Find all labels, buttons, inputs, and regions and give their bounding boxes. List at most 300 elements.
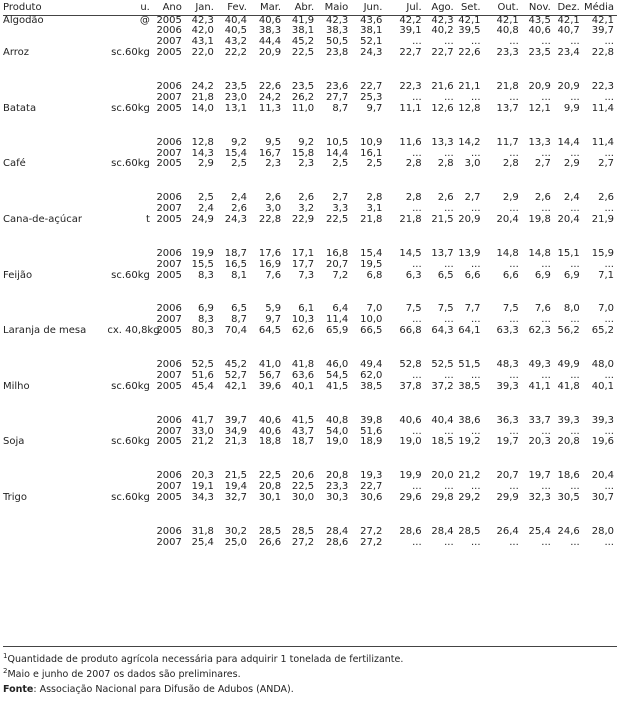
value-cell: 2,6 xyxy=(265,192,282,204)
value-cell: 24,9 xyxy=(191,214,214,226)
value-cell: 70,4 xyxy=(224,325,247,337)
unit-cell xyxy=(107,26,152,37)
value-cell: 41,8 xyxy=(557,380,580,392)
unit-cell xyxy=(107,527,152,538)
value-cell: ... xyxy=(541,369,551,381)
year-cell: 2006 xyxy=(156,136,182,148)
year-cell: 2007 xyxy=(156,536,182,548)
source-label: Fonte xyxy=(3,684,34,695)
value-cell: ... xyxy=(412,91,422,103)
value-cell: 22,5 xyxy=(258,470,282,482)
value-cell: 2,9 xyxy=(563,158,580,170)
value-cell: 20,3 xyxy=(191,470,214,482)
value-cell: 14,3 xyxy=(191,147,214,159)
value-cell: 23,6 xyxy=(326,81,349,93)
value-cell: 27,2 xyxy=(360,536,383,548)
value-cell: 39,1 xyxy=(399,25,422,37)
value-cell: 40,4 xyxy=(224,14,247,26)
unit-cell xyxy=(107,538,152,549)
value-cell: 19,1 xyxy=(191,481,214,493)
value-cell: 14,0 xyxy=(191,102,214,114)
value-cell: ... xyxy=(444,314,454,326)
value-cell: 12,8 xyxy=(458,102,481,114)
year-cell: 2006 xyxy=(156,192,182,204)
value-cell: 30,7 xyxy=(591,492,614,504)
value-cell: 28,5 xyxy=(258,525,282,537)
value-cell: 23,3 xyxy=(326,481,349,493)
value-cell: 28,6 xyxy=(326,536,349,548)
value-cell: ... xyxy=(444,258,454,270)
value-cell: 11,1 xyxy=(399,102,422,114)
unit-cell: sc.60kg xyxy=(111,436,150,448)
product-name xyxy=(3,26,107,37)
header-cell: Maio xyxy=(317,1,351,15)
year-cell: 2005 xyxy=(156,492,182,504)
value-cell: ... xyxy=(471,481,481,493)
value-cell: 28,5 xyxy=(458,525,481,537)
header-row xyxy=(3,1,617,15)
value-cell: 40,5 xyxy=(224,25,247,37)
value-cell: 9,7 xyxy=(265,314,282,326)
value-cell: 7,1 xyxy=(598,269,614,281)
value-cell: 2,5 xyxy=(198,192,214,204)
header-cell: Produto xyxy=(3,1,107,15)
value-cell: 2,5 xyxy=(366,158,383,170)
value-cell: 20,0 xyxy=(431,470,454,482)
value-cell: 5,9 xyxy=(265,303,282,315)
value-cell: 46,0 xyxy=(326,359,349,371)
value-cell: 21,6 xyxy=(431,81,454,93)
value-cell: 21,8 xyxy=(191,91,214,103)
value-cell: 22,6 xyxy=(258,81,282,93)
unit-cell xyxy=(107,193,152,204)
value-cell: 13,7 xyxy=(431,247,454,259)
value-cell: 18,7 xyxy=(291,436,315,448)
product-name xyxy=(3,82,107,93)
value-cell: 19,9 xyxy=(399,470,422,482)
value-cell: 22,5 xyxy=(291,47,315,59)
value-cell: 11,0 xyxy=(291,102,315,114)
value-cell: 2,5 xyxy=(231,158,247,170)
value-cell: 2,9 xyxy=(502,192,519,204)
header-cell: Jun. xyxy=(351,1,385,15)
value-cell: 20,7 xyxy=(326,258,349,270)
value-cell: 22,6 xyxy=(458,47,481,59)
footnote-1-text: Quantidade de produto agrícola necessária para adquirir 1 tonelada de fertilizante. xyxy=(7,654,404,665)
value-cell: ... xyxy=(412,36,422,48)
value-cell: 2,6 xyxy=(298,192,315,204)
value-cell: 7,5 xyxy=(437,303,454,315)
value-cell: 38,1 xyxy=(360,25,383,37)
year-cell: 2007 xyxy=(156,258,182,270)
value-cell: 14,4 xyxy=(557,136,580,148)
value-cell: ... xyxy=(509,369,519,381)
year-cell: 2007 xyxy=(156,203,182,215)
value-cell: 30,6 xyxy=(360,492,383,504)
value-cell: 29,8 xyxy=(431,492,454,504)
value-cell: ... xyxy=(509,91,519,103)
value-cell: 38,5 xyxy=(360,380,383,392)
value-cell: ... xyxy=(541,536,551,548)
unit-cell: sc.60kg xyxy=(111,380,150,392)
value-cell: 2,8 xyxy=(405,192,422,204)
footnote-2-marker: 2 xyxy=(3,666,8,675)
value-cell: ... xyxy=(570,425,580,437)
value-cell: 41,0 xyxy=(258,359,282,371)
value-cell: 19,6 xyxy=(591,436,614,448)
footnote-1 xyxy=(3,652,617,667)
value-cell: 40,7 xyxy=(557,25,580,37)
value-cell: ... xyxy=(471,258,481,270)
value-cell: 2,6 xyxy=(598,192,614,204)
value-cell: 40,6 xyxy=(528,25,551,37)
value-cell: ... xyxy=(570,36,580,48)
table-row xyxy=(3,159,617,193)
source-note xyxy=(3,682,617,697)
year-cell: 2005 xyxy=(156,102,182,114)
value-cell: 19,0 xyxy=(399,436,422,448)
value-cell: 42,3 xyxy=(191,14,214,26)
value-cell: 39,3 xyxy=(557,414,580,426)
value-cell: ... xyxy=(541,258,551,270)
value-cell: 2,7 xyxy=(332,192,349,204)
value-cell: 51,6 xyxy=(360,425,383,437)
value-cell: 39,7 xyxy=(224,414,247,426)
value-cell: 12,8 xyxy=(191,136,214,148)
table-row xyxy=(3,104,617,138)
year-cell: 2005 xyxy=(156,14,182,26)
value-cell: 6,6 xyxy=(502,269,519,281)
value-cell: 41,8 xyxy=(291,359,315,371)
value-cell: 36,3 xyxy=(496,414,519,426)
value-cell: ... xyxy=(541,314,551,326)
value-cell: 16,9 xyxy=(258,258,282,270)
value-cell: ... xyxy=(541,91,551,103)
value-cell: 38,3 xyxy=(326,25,349,37)
value-cell: ... xyxy=(604,481,614,493)
value-cell: 24,2 xyxy=(258,91,282,103)
table-body xyxy=(3,15,617,549)
value-cell: 9,9 xyxy=(563,102,580,114)
value-cell: 6,8 xyxy=(366,269,383,281)
value-cell: 65,9 xyxy=(326,325,349,337)
value-cell: 2,7 xyxy=(534,158,551,170)
value-cell: 37,8 xyxy=(399,380,422,392)
value-cell: 9,2 xyxy=(231,136,247,148)
value-cell: ... xyxy=(444,481,454,493)
value-cell: 22,2 xyxy=(224,47,247,59)
year-cell: 2005 xyxy=(156,380,182,392)
product-name: Trigo xyxy=(3,492,27,504)
value-cell: ... xyxy=(412,369,422,381)
value-cell: 20,9 xyxy=(557,81,580,93)
value-cell: ... xyxy=(412,203,422,215)
value-cell: 56,7 xyxy=(258,369,282,381)
value-cell: 11,3 xyxy=(258,102,282,114)
value-cell: 45,2 xyxy=(291,36,315,48)
value-cell: 22,0 xyxy=(191,47,214,59)
header-cell: Mar. xyxy=(250,1,284,15)
value-cell: 6,4 xyxy=(332,303,349,315)
year-cell: 2005 xyxy=(156,269,182,281)
value-cell: 24,6 xyxy=(557,525,580,537)
value-cell: 31,8 xyxy=(191,525,214,537)
value-cell: 18,5 xyxy=(431,436,454,448)
unit-cell: sc.60kg xyxy=(111,492,150,504)
value-cell: 13,1 xyxy=(224,102,247,114)
value-cell: 63,3 xyxy=(496,325,519,337)
table-bottom-rule xyxy=(3,646,617,647)
footnotes xyxy=(3,652,617,697)
value-cell: 8,7 xyxy=(231,314,247,326)
value-cell: 62,0 xyxy=(360,369,383,381)
value-cell: 19,3 xyxy=(360,470,383,482)
product-name xyxy=(3,138,107,149)
unit-cell: @ xyxy=(139,14,150,26)
value-cell: ... xyxy=(604,258,614,270)
value-cell: 2,6 xyxy=(437,192,454,204)
year-cell: 2007 xyxy=(156,314,182,326)
unit-cell xyxy=(107,249,152,260)
unit-cell xyxy=(107,304,152,315)
value-cell: 14,4 xyxy=(326,147,349,159)
value-cell: 20,4 xyxy=(557,214,580,226)
header-cell: Out. xyxy=(484,1,522,15)
table-row xyxy=(3,382,617,416)
value-cell: 13,3 xyxy=(528,136,551,148)
value-cell: 9,7 xyxy=(366,102,383,114)
product-name: Milho xyxy=(3,380,30,392)
value-cell: 27,7 xyxy=(326,91,349,103)
value-cell: 15,9 xyxy=(591,247,614,259)
header-cell: Dez. xyxy=(554,1,583,15)
value-cell: 62,6 xyxy=(291,325,315,337)
value-cell: 25,4 xyxy=(528,525,551,537)
value-cell: 19,4 xyxy=(224,481,247,493)
value-cell: ... xyxy=(509,147,519,159)
value-cell: ... xyxy=(412,425,422,437)
value-cell: 17,1 xyxy=(291,247,315,259)
value-cell: 45,2 xyxy=(224,359,247,371)
value-cell: ... xyxy=(412,536,422,548)
value-cell: 21,9 xyxy=(591,214,614,226)
value-cell: 42,2 xyxy=(399,14,422,26)
unit-cell: t xyxy=(145,214,150,226)
value-cell: 66,5 xyxy=(360,325,383,337)
value-cell: 6,3 xyxy=(405,269,422,281)
value-cell: 21,8 xyxy=(399,214,422,226)
value-cell: 27,2 xyxy=(291,536,315,548)
value-cell: 41,5 xyxy=(291,414,315,426)
header-cell: Jan. xyxy=(185,1,217,15)
value-cell: 22,3 xyxy=(399,81,422,93)
value-cell: 8,3 xyxy=(198,269,214,281)
table-row xyxy=(3,48,617,82)
value-cell: 22,9 xyxy=(291,214,315,226)
price-ratio-table xyxy=(3,1,617,549)
value-cell: 17,7 xyxy=(291,258,315,270)
value-cell: ... xyxy=(471,36,481,48)
value-cell: ... xyxy=(444,536,454,548)
value-cell: 22,5 xyxy=(326,214,349,226)
value-cell: 19,5 xyxy=(360,258,383,270)
table-row xyxy=(3,437,617,471)
value-cell: 22,7 xyxy=(431,47,454,59)
table-row xyxy=(3,215,617,249)
value-cell: 52,5 xyxy=(431,359,454,371)
value-cell: 32,7 xyxy=(224,492,247,504)
value-cell: 52,1 xyxy=(360,36,383,48)
value-cell: ... xyxy=(412,314,422,326)
value-cell: 21,8 xyxy=(360,214,383,226)
value-cell: ... xyxy=(570,481,580,493)
value-cell: 62,3 xyxy=(528,325,551,337)
value-cell: 6,9 xyxy=(563,269,580,281)
value-cell: ... xyxy=(570,258,580,270)
year-cell: 2007 xyxy=(156,36,182,48)
year-cell: 2007 xyxy=(156,91,182,103)
value-cell: 3,2 xyxy=(298,203,315,215)
table-header xyxy=(3,1,617,15)
value-cell: 21,8 xyxy=(496,81,519,93)
table-row xyxy=(3,538,617,549)
value-cell: 54,0 xyxy=(326,425,349,437)
value-cell: ... xyxy=(604,369,614,381)
value-cell: 39,6 xyxy=(258,380,282,392)
value-cell: 49,9 xyxy=(557,359,580,371)
value-cell: ... xyxy=(541,481,551,493)
year-cell: 2005 xyxy=(156,214,182,226)
value-cell: 39,3 xyxy=(591,414,614,426)
value-cell: 15,4 xyxy=(224,147,247,159)
year-cell: 2006 xyxy=(156,303,182,315)
value-cell: 22,7 xyxy=(399,47,422,59)
unit-cell xyxy=(107,360,152,371)
value-cell: 16,8 xyxy=(326,247,349,259)
value-cell: 3,0 xyxy=(464,158,481,170)
value-cell: 16,5 xyxy=(224,258,247,270)
value-cell: 42,1 xyxy=(557,14,580,26)
value-cell: 20,8 xyxy=(557,436,580,448)
value-cell: 34,9 xyxy=(224,425,247,437)
value-cell: 43,1 xyxy=(191,36,214,48)
value-cell: 2,7 xyxy=(464,192,481,204)
value-cell: 40,8 xyxy=(326,414,349,426)
value-cell: 11,6 xyxy=(399,136,422,148)
value-cell: 3,1 xyxy=(366,203,383,215)
value-cell: 40,4 xyxy=(431,414,454,426)
value-cell: 22,7 xyxy=(360,481,383,493)
value-cell: 30,2 xyxy=(224,525,247,537)
value-cell: 20,9 xyxy=(458,214,481,226)
value-cell: 13,7 xyxy=(496,102,519,114)
value-cell: 2,4 xyxy=(231,192,247,204)
value-cell: ... xyxy=(471,369,481,381)
value-cell: 63,6 xyxy=(291,369,315,381)
value-cell: 38,5 xyxy=(458,380,481,392)
value-cell: 7,6 xyxy=(534,303,551,315)
value-cell: ... xyxy=(444,147,454,159)
value-cell: 50,5 xyxy=(326,36,349,48)
value-cell: ... xyxy=(604,36,614,48)
value-cell: 29,6 xyxy=(399,492,422,504)
value-cell: ... xyxy=(570,91,580,103)
value-cell: 23,4 xyxy=(557,47,580,59)
value-cell: 16,1 xyxy=(360,147,383,159)
value-cell: 40,6 xyxy=(258,14,282,26)
value-cell: 33,0 xyxy=(191,425,214,437)
value-cell: 20,8 xyxy=(258,481,282,493)
value-cell: 56,2 xyxy=(557,325,580,337)
footnote-2-text: Maio e junho de 2007 os dados são preliminares. xyxy=(7,669,241,680)
value-cell: 7,2 xyxy=(332,269,349,281)
value-cell: ... xyxy=(541,203,551,215)
value-cell: 20,4 xyxy=(591,470,614,482)
table-row xyxy=(3,416,617,427)
value-cell: 17,6 xyxy=(258,247,282,259)
value-cell: 15,5 xyxy=(191,258,214,270)
value-cell: 14,5 xyxy=(399,247,422,259)
value-cell: 16,7 xyxy=(258,147,282,159)
value-cell: 45,4 xyxy=(191,380,214,392)
value-cell: ... xyxy=(541,147,551,159)
value-cell: ... xyxy=(471,147,481,159)
header-cell: Média xyxy=(583,1,617,15)
value-cell: 11,4 xyxy=(326,314,349,326)
value-cell: 39,7 xyxy=(591,25,614,37)
value-cell: 18,7 xyxy=(224,247,247,259)
value-cell: 8,3 xyxy=(198,314,214,326)
value-cell: 21,5 xyxy=(431,214,454,226)
value-cell: 23,5 xyxy=(291,81,315,93)
value-cell: ... xyxy=(541,425,551,437)
value-cell: 20,9 xyxy=(258,47,282,59)
value-cell: 2,5 xyxy=(332,158,349,170)
value-cell: 10,3 xyxy=(291,314,315,326)
value-cell: 3,0 xyxy=(265,203,282,215)
value-cell: 42,3 xyxy=(431,14,454,26)
value-cell: 43,7 xyxy=(291,425,315,437)
value-cell: 15,1 xyxy=(557,247,580,259)
value-cell: 6,9 xyxy=(198,303,214,315)
value-cell: 40,6 xyxy=(258,414,282,426)
value-cell: 33,7 xyxy=(528,414,551,426)
product-name xyxy=(3,527,107,538)
value-cell: ... xyxy=(509,314,519,326)
value-cell: 2,7 xyxy=(598,158,614,170)
value-cell: 2,6 xyxy=(231,203,247,215)
value-cell: 18,6 xyxy=(557,470,580,482)
unit-cell: sc.60kg xyxy=(111,269,150,281)
source-text: : Associação Nacional para Difusão de Adubos (ANDA). xyxy=(33,684,294,695)
value-cell: 13,9 xyxy=(458,247,481,259)
value-cell: ... xyxy=(471,91,481,103)
value-cell: 18,9 xyxy=(360,436,383,448)
value-cell: 40,2 xyxy=(431,25,454,37)
value-cell: 51,6 xyxy=(191,369,214,381)
product-name: Soja xyxy=(3,436,25,448)
header-cell: Ano xyxy=(153,1,185,15)
year-cell: 2007 xyxy=(156,147,182,159)
value-cell: 18,8 xyxy=(258,436,282,448)
value-cell: 23,5 xyxy=(224,81,247,93)
value-cell: 22,5 xyxy=(291,481,315,493)
value-cell: 29,2 xyxy=(458,492,481,504)
product-name: Algodão xyxy=(3,14,44,26)
value-cell: 64,3 xyxy=(431,325,454,337)
value-cell: 14,8 xyxy=(528,247,551,259)
value-cell: 7,5 xyxy=(405,303,422,315)
